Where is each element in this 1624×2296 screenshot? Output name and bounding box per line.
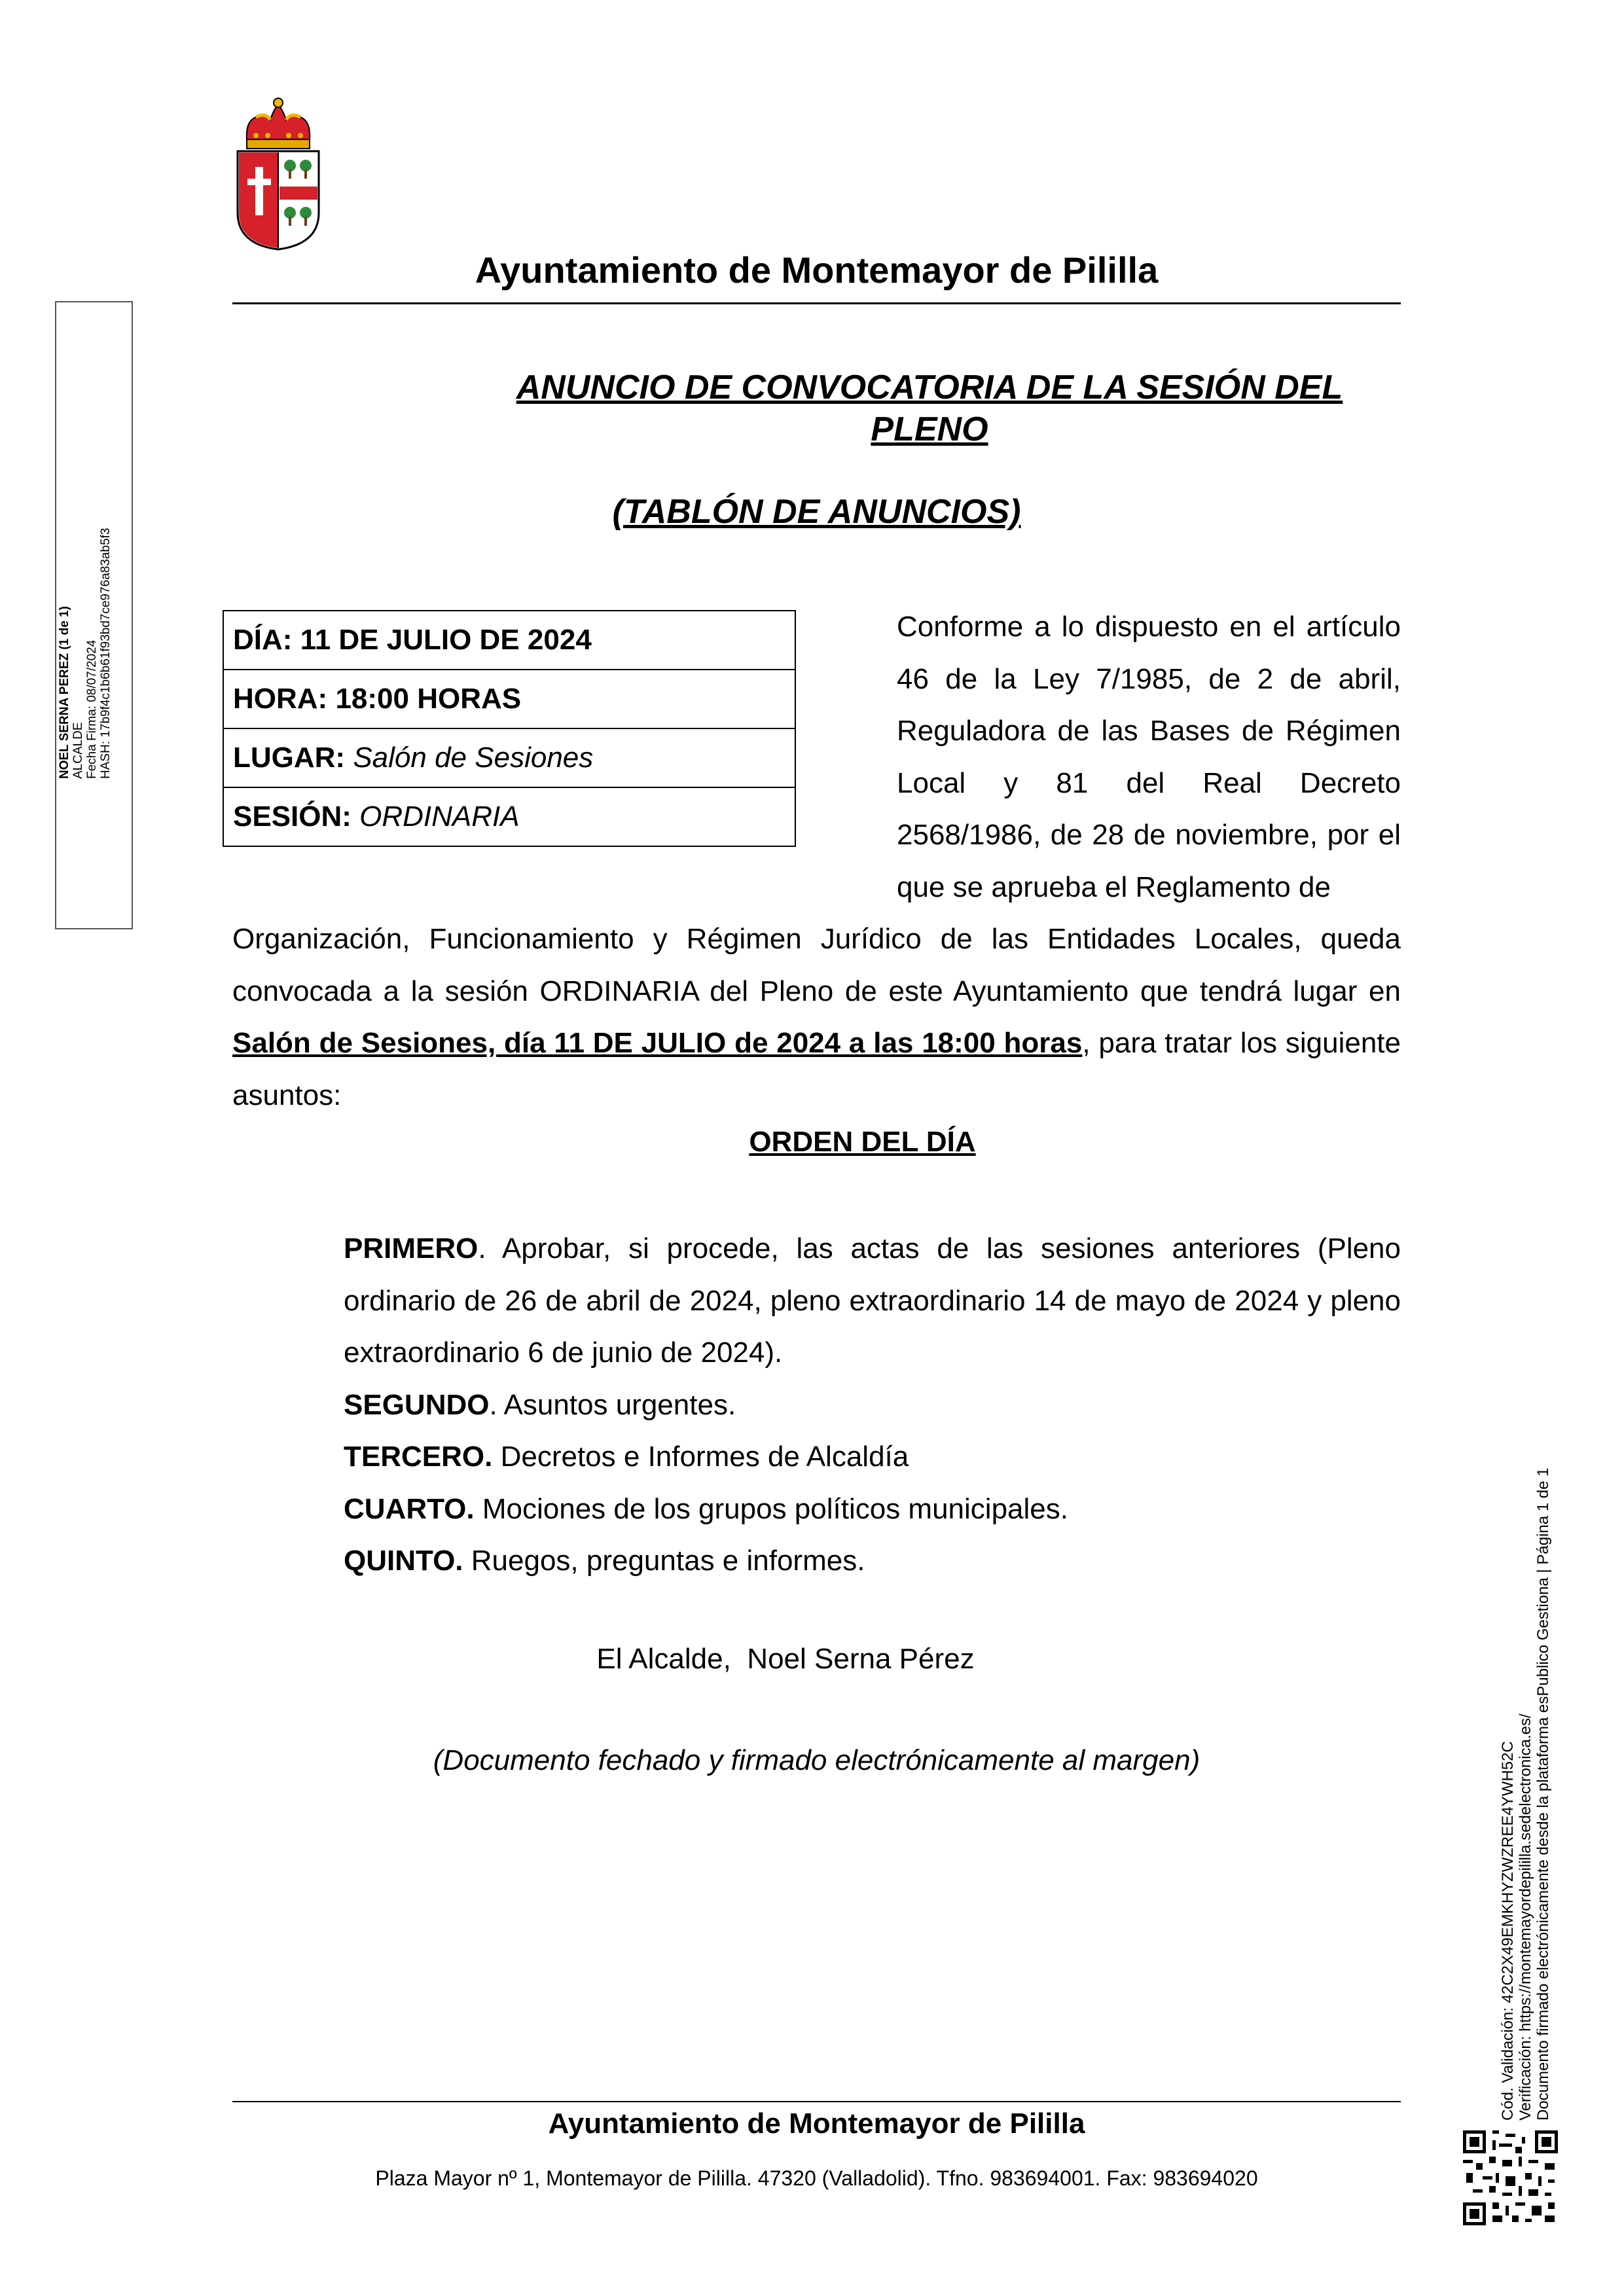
place-label: LUGAR: — [233, 742, 346, 774]
document-title: ANUNCIO DE CONVOCATORIA DE LA SESIÓN DEL PLENO — [516, 368, 1343, 448]
signer-name: NOEL SERNA PEREZ (1 de 1) — [58, 606, 71, 779]
agenda-item-label: TERCERO. — [344, 1441, 493, 1473]
agenda-item-text: Decretos e Informes de Alcaldía — [492, 1441, 909, 1473]
signature-margin-text — [58, 465, 113, 779]
header-title: Ayuntamiento de Montemayor de Pililla — [475, 249, 1159, 291]
day-value: 11 DE JULIO DE 2024 — [300, 624, 592, 656]
list-item — [344, 1483, 1401, 1535]
agenda-item-text: Mociones de los grupos políticos municipales. — [474, 1492, 1068, 1525]
signature-note: (Documento fechado y firmado electrónicamente al margen) — [433, 1744, 1200, 1776]
session-value: ORDINARIA — [359, 800, 520, 833]
agenda-item-text: . Aprobar, si procede, las actas de las sesiones anteriores (Pleno ordinario de 26 de abril de 2024, pleno extraordinario 14 de mayo de 2024 y pleno extraordinario 6 de junio de 2024). — [344, 1232, 1401, 1369]
hour-label: HORA: — [233, 683, 328, 715]
convocation-paragraph — [232, 913, 1401, 1121]
signature-line: El Alcalde, Noel Serna Pérez — [596, 1643, 975, 1675]
validation-platform: Documento firmado electrónicamente desde la plataforma esPublico Gestiona | Página 1 de 1 — [1534, 1467, 1552, 2121]
day-label: DÍA: — [233, 624, 293, 656]
list-item — [344, 1535, 1401, 1587]
signer-role: ALCALDE — [71, 722, 85, 779]
coat-of-arms-icon — [232, 95, 324, 252]
qr-code-icon — [1463, 2130, 1558, 2225]
validation-code: Cód. Validación: 42C2X49EMKHYZWZREE4YWH52C — [1499, 1741, 1517, 2121]
list-item — [344, 1431, 1401, 1483]
document-subtitle: (TABLÓN DE ANUNCIOS) — [612, 493, 1021, 531]
convocation-text-1: Organización, Funcionamiento y Régimen Jurídico de las Entidades Locales, queda convocada a la sesión ORDINARIA del Pleno de este Ayuntamiento que tendrá lugar en — [232, 923, 1401, 1007]
validation-url: Verificación: https://montemayordepililla.sedelectronica.es/ — [1517, 1713, 1534, 2121]
signature-date: Fecha Firma: 08/07/2024 — [85, 639, 99, 779]
session-label: SESIÓN: — [233, 800, 352, 833]
agenda-item-label: SEGUNDO — [344, 1388, 490, 1421]
table-row — [223, 728, 795, 787]
place-value: Salón de Sesiones — [353, 742, 594, 774]
footer-address: Plaza Mayor nº 1, Montemayor de Pililla. 47320 (Valladolid). Tfno. 983694001. Fax: 983694020 — [375, 2166, 1258, 2190]
agenda-item-label: CUARTO. — [344, 1492, 475, 1525]
validation-text — [1499, 1414, 1552, 2121]
hour-value: 18:00 HORAS — [335, 683, 522, 715]
intro-paragraph: Conforme a lo dispuesto en el artículo 46 de la Ley 7/1985, de 2 de abril, Reguladora de las Bases de Régimen Local y 81 del Real Decreto 2568/1986, de 28 de noviembre, por el que se aprueba el Reglamento de — [897, 611, 1401, 903]
convocation-emphasis: Salón de Sesiones, día 11 DE JULIO de 2024 a las 18:00 horas — [232, 1027, 1083, 1059]
table-row — [223, 670, 795, 728]
header-divider — [232, 302, 1401, 304]
footer-divider — [232, 2101, 1401, 2102]
session-info-table — [223, 610, 796, 847]
list-item — [344, 1223, 1401, 1379]
agenda-item-text: Ruegos, preguntas e informes. — [463, 1545, 865, 1577]
agenda-title: ORDEN DEL DÍA — [749, 1126, 976, 1158]
agenda-item-label: PRIMERO — [344, 1232, 478, 1265]
signature-hash: HASH: 17b9f4c1b6b61f93bd7ce976a83ab5f3 — [99, 528, 113, 779]
agenda-item-text: . Asuntos urgentes. — [489, 1388, 736, 1421]
list-item — [344, 1379, 1401, 1431]
agenda-item-label: QUINTO. — [344, 1545, 463, 1577]
table-row — [223, 611, 795, 670]
agenda-list — [344, 1223, 1401, 1587]
convocation-text-2: , para tratar los siguiente asuntos: — [232, 1027, 1401, 1111]
footer-title: Ayuntamiento de Montemayor de Pililla — [548, 2108, 1085, 2140]
table-row — [223, 787, 795, 846]
